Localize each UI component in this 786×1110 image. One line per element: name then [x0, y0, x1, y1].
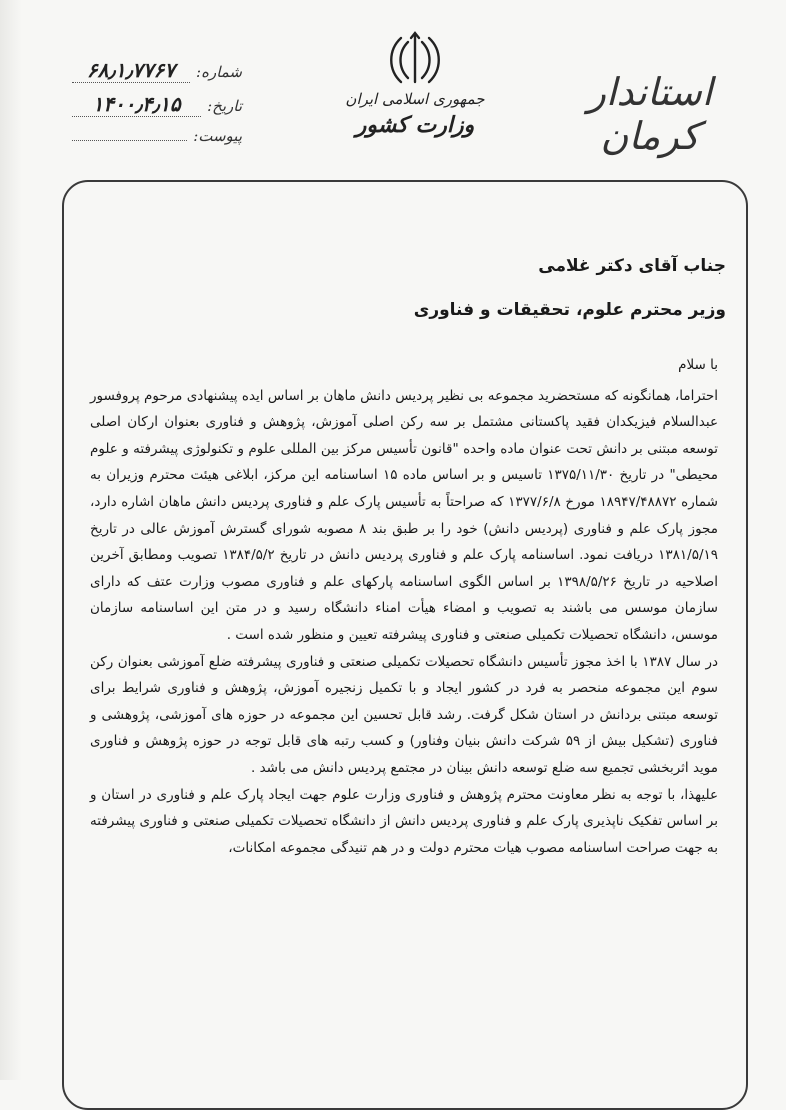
letterhead-emblem	[340, 30, 490, 170]
attachment-row	[72, 126, 242, 160]
addressee-name: جناب آقای دکتر غلامی	[538, 256, 726, 276]
country-name: جمهوری اسلامی ایران	[345, 90, 485, 108]
iran-emblem-icon	[384, 30, 446, 88]
scan-edge	[0, 0, 22, 1080]
number-row	[72, 58, 242, 92]
letter-meta	[72, 58, 242, 160]
addressee-block	[126, 253, 726, 323]
ministry-name: وزارت کشور	[355, 112, 475, 138]
attachment-label: پیوست:	[193, 127, 242, 145]
paragraph-1: احتراما، همانگونه که مستحضرید مجموعه بی نظیر پردیس دانش ماهان بر اساس ایده پیشنهادی مرحوم پروفسور عبدالسلام فیزیکدان فقید پاکستانی مشتمل بر سه رکن اصلی آموزش، پژوهش و فناوری بعنوان ارکان اصلی توسعه مبتنی بر دانش تحت عنوان ماده واحده "قانون تأسیس مرکز بین المللی علوم و تکنولوژی پیشرفته و علوم محیطی" در تاریخ ۱۳۷۵/۱۱/۳۰ تاسیس و بر اساس ماده ۱۵ اساسنامه این مرکز، ابلاغی هیئت محترم وزیران به شماره ۱۸۹۴۷/۴۸۸۷۲ مورخ ۱۳۷۷/۶/۸ که صراحتاً به تأسیس پارک علم و فناوری پردیس دانش ماهان اشاره دارد، مجوز پارک علم و فناوری (پردیس دانش) خود را بر طبق بند ۸ مصوبه شورای گسترش آموزش عالی در تاریخ ۱۳۸۱/۵/۱۹ دریافت نمود. اساسنامه پارک علم و فناوری پردیس دانش در تاریخ ۱۳۸۴/۵/۲ تصویب ومطابق آخرین اصلاحیه در تاریخ ۱۳۹۸/۵/۲۶ بر اساس الگوی اساسنامه پارکهای علم و فناوری مصوب وزارت عتف که دارای سازمان موسس می باشند به تصویب و امضاء هیأت امناء دانشگاه رسید و در متن این اساسنامه سازمان موسس، دانشگاه تحصیلات تکمیلی صنعتی و فناوری پیشرفته تعیین و منظور شده است .	[90, 387, 718, 643]
number-value: ۶۸٫۱٫۷۷۶۷	[72, 58, 190, 83]
greeting: با سلام	[678, 357, 718, 373]
addressee-title: وزیر محترم علوم، تحقیقات و فناوری	[413, 300, 726, 320]
number-label: شماره:	[196, 63, 242, 81]
paragraph-2: در سال ۱۳۸۷ با اخذ مجوز تأسیس دانشگاه تحصیلات تکمیلی صنعتی و فناوری پیشرفته ضلع آموزشی بعنوان رکن سوم این مجموعه منحصر به فرد در کشور ایجاد و با تکمیل زنجیره آموزش، پژوهش و فناوری شرایط برای توسعه مبتنی بردانش در استان شکل گرفت. رشد قابل تحسین این مجموعه در حوزه های آموزشی، پژوهشی و فناوری (تشکیل بیش از ۵۹ شرکت دانش بنیان وفناور) و کسب رتبه های قابل توجه در حوزه پژوهش و فناوری موید اثربخشی تجمیع سه ضلع توسعه دانش بینان در مجتمع پردیس دانش می باشد .	[90, 653, 719, 776]
date-value: ۱۴۰۰٫۴٫۱۵	[72, 92, 201, 117]
attachment-blank	[72, 126, 187, 141]
governorate-title: استاندار کرمان	[587, 70, 713, 158]
date-row	[72, 92, 242, 126]
date-label: تاریخ:	[207, 97, 242, 115]
letter-body	[90, 352, 718, 861]
paragraph-3: علیهذا، با توجه به نظر معاونت محترم پژوهش و فناوری وزارت علوم جهت ایجاد پارک علم و فناوری در استان و بر اساس تفکیک ناپذیری پارک علم و فناوری پردیس دانش از دانشگاه تحصیلات تکمیلی صنعتی و فناوری پیشرفته به جهت صراحت اساسنامه مصوب هیات محترم دولت و در هم تنیدگی مجموعه امکانات،	[90, 786, 718, 856]
